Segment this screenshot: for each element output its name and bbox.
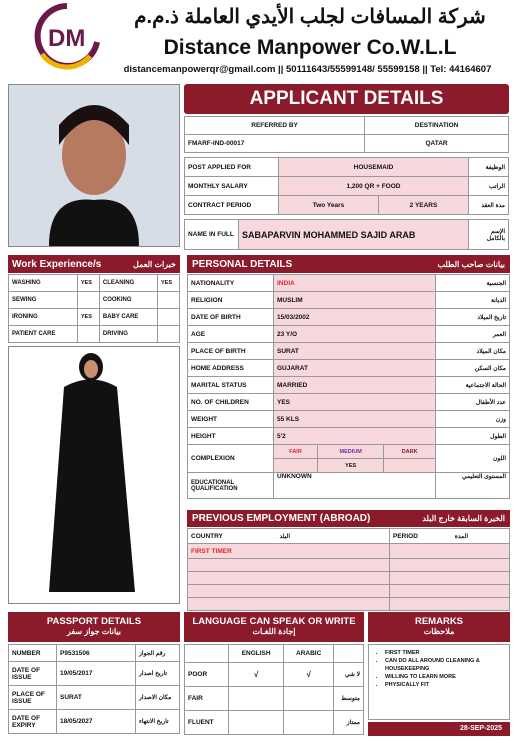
remark-item: • CAN DO ALL AROUND CLEANING & HOUSEKEEPING — [385, 657, 505, 673]
work-skill-value — [158, 326, 180, 343]
country-label: COUNTRY — [191, 532, 223, 540]
personal-row — [188, 377, 510, 394]
passport-label: PLACE OF ISSUE — [9, 686, 57, 710]
english-mark: √ — [229, 663, 284, 687]
contract-label: CONTRACT PERIOD — [185, 196, 279, 215]
work-skill-value: YES — [77, 275, 99, 292]
contact-line: distancemanpowerqr@gmail.com || 50111643/55599148/ 55599158 || Tel: 44164607 — [123, 64, 492, 75]
english-mark — [229, 711, 284, 735]
personal-row — [188, 394, 510, 411]
remarks-box — [368, 644, 510, 720]
passport-label: DATE OF ISSUE — [9, 662, 57, 686]
personal-value: MARRIED — [274, 377, 436, 394]
salary-value: 1,200 QR + FOOD — [279, 177, 469, 196]
period-label: PERIOD — [393, 532, 418, 540]
personal-label: HEIGHT — [188, 428, 274, 445]
passport-row — [9, 710, 180, 734]
work-skill-value: YES — [158, 275, 180, 292]
complexion-dark: DARK — [384, 445, 436, 459]
personal-ar: الحالة الاجتماعية — [436, 377, 510, 394]
contract-ar: مدة العقد — [469, 196, 509, 215]
complexion-label: COMPLEXION — [188, 445, 274, 473]
arabic-label: ARABIC — [284, 645, 334, 663]
language-table — [184, 644, 364, 735]
remarks-date: 28-SEP-2025 — [368, 722, 510, 736]
company-english-name: Distance Manpower Co.W.L.L — [163, 36, 457, 59]
referred-value: FMARF-IND-00017 — [185, 135, 365, 153]
education-value: UNKNOWN — [274, 473, 436, 499]
passport-value: 19/05/2017 — [57, 662, 136, 686]
personal-label: NO. OF CHILDREN — [188, 394, 274, 411]
personal-label: AGE — [188, 326, 274, 343]
work-skill: BABY CARE — [99, 309, 157, 326]
work-skill-value — [77, 326, 99, 343]
company-arabic-name: شركة المسافات لجلب الأيدي العاملة ذ.م.م — [134, 6, 486, 28]
post-label: POST APPLIED FOR — [185, 158, 279, 177]
personal-value: INDIA — [274, 275, 436, 292]
complexion-fair-check — [274, 459, 318, 473]
personal-value: MUSLIM — [274, 292, 436, 309]
work-skill: WASHING — [9, 275, 78, 292]
language-row — [185, 663, 364, 687]
period-ar: المدة — [454, 533, 468, 540]
applicant-full-photo — [8, 346, 180, 604]
work-skill: COOKING — [99, 292, 157, 309]
personal-label: DATE OF BIRTH — [188, 309, 274, 326]
personal-label: HOME ADDRESS — [188, 360, 274, 377]
personal-row — [188, 360, 510, 377]
education-label: EDUCATIONAL QUALIFICATION — [188, 473, 274, 499]
post-ar: الوظيفة — [469, 158, 509, 177]
passport-label: DATE OF EXPIRY — [9, 710, 57, 734]
post-value: HOUSEMAID — [279, 158, 469, 177]
complexion-medium-check: YES — [318, 459, 384, 473]
english-label: ENGLISH — [229, 645, 284, 663]
work-experience-header: Work Experience/s خبرات العمل — [8, 255, 180, 273]
salary-label: MONTHLY SALARY — [185, 177, 279, 196]
passport-ar: مكان الاصدار — [136, 686, 180, 710]
salary-ar: الراتب — [469, 177, 509, 196]
language-row — [185, 687, 364, 711]
company-logo — [30, 2, 104, 70]
personal-label: RELIGION — [188, 292, 274, 309]
personal-details-header: PERSONAL DETAILS بيانات صاحب الطلب — [187, 255, 510, 273]
remarks-header: REMARKS ملاحظات — [368, 612, 510, 642]
work-skill-value — [158, 292, 180, 309]
applicant-face-photo — [8, 84, 180, 247]
complexion-dark-check — [384, 459, 436, 473]
applicant-details-title: APPLICANT DETAILS — [184, 84, 509, 114]
complexion-fair: FAIR — [274, 445, 318, 459]
passport-ar: رقم الجواز — [136, 645, 180, 662]
passport-ar: تاريخ اصدار — [136, 662, 180, 686]
previous-employment-table — [187, 528, 510, 611]
passport-value: SURAT — [57, 686, 136, 710]
personal-value: 23 Y/O — [274, 326, 436, 343]
personal-row — [188, 275, 510, 292]
personal-ar: العمر — [436, 326, 510, 343]
personal-ar: الديانة — [436, 292, 510, 309]
language-level: FAIR — [185, 687, 229, 711]
work-skill: PATIENT CARE — [9, 326, 78, 343]
personal-value: 15/03/2002 — [274, 309, 436, 326]
name-value: SABAPARVIN MOHAMMED SAJID ARAB — [239, 220, 469, 250]
passport-label: NUMBER — [9, 645, 57, 662]
contract-value-1: Two Years — [279, 196, 379, 215]
education-ar: المستوى التعليمي — [436, 473, 510, 499]
language-level-ar: لا شي — [334, 663, 364, 687]
passport-row — [9, 686, 180, 710]
language-level: FLUENT — [185, 711, 229, 735]
name-label: NAME IN FULL — [185, 220, 239, 250]
work-skill: CLEANING — [99, 275, 157, 292]
passport-row — [9, 662, 180, 686]
personal-row — [188, 428, 510, 445]
arabic-mark — [284, 687, 334, 711]
work-row — [9, 326, 180, 343]
education-row — [188, 473, 510, 499]
complexion-ar: اللون — [436, 445, 510, 473]
personal-row — [188, 292, 510, 309]
previous-employment-header: PREVIOUS EMPLOYMENT (ABROAD) الخبرة السابقة خارج البلد — [187, 510, 510, 527]
language-row — [185, 711, 364, 735]
complexion-row — [188, 445, 510, 459]
work-row — [9, 292, 180, 309]
work-skill: IRONING — [9, 309, 78, 326]
personal-ar: مكان الميلاد — [436, 343, 510, 360]
personal-ar: عدد الأطفال — [436, 394, 510, 411]
passport-row — [9, 645, 180, 662]
country-ar: البلد — [279, 533, 291, 540]
personal-row — [188, 343, 510, 360]
personal-value: 5'2 — [274, 428, 436, 445]
passport-ar: تاريخ الانتهاء — [136, 710, 180, 734]
work-row — [9, 275, 180, 292]
language-level-ar: ممتاز — [334, 711, 364, 735]
arabic-mark: √ — [284, 663, 334, 687]
remark-item: • PHYSICALLY FIT — [385, 681, 505, 689]
destination-label: DESTINATION — [365, 117, 509, 135]
personal-label: NATIONALITY — [188, 275, 274, 292]
applicant-info-table — [184, 116, 509, 250]
personal-row — [188, 411, 510, 428]
personal-ar: وزن — [436, 411, 510, 428]
work-skill-value — [77, 292, 99, 309]
personal-value: 55 KLS — [274, 411, 436, 428]
personal-details-table — [187, 274, 510, 499]
work-skill: SEWING — [9, 292, 78, 309]
personal-value: YES — [274, 394, 436, 411]
remark-item: • FIRST TIMER — [385, 649, 505, 657]
personal-value: GUJARAT — [274, 360, 436, 377]
personal-ar: تاريخ الميلاد — [436, 309, 510, 326]
work-skill-value — [158, 309, 180, 326]
arabic-mark — [284, 711, 334, 735]
destination-value: QATAR — [365, 135, 509, 153]
work-experience-table — [8, 274, 180, 343]
logo-text: DM — [48, 25, 86, 52]
work-row — [9, 309, 180, 326]
work-skill: DRIVING — [99, 326, 157, 343]
referred-label: REFERRED BY — [185, 117, 365, 135]
personal-ar: الجنسية — [436, 275, 510, 292]
language-level: POOR — [185, 663, 229, 687]
personal-label: WEIGHT — [188, 411, 274, 428]
first-timer: FIRST TIMER — [188, 544, 390, 559]
passport-header: PASSPORT DETAILS بيانات جواز سفر — [8, 612, 180, 642]
work-skill-value: YES — [77, 309, 99, 326]
language-header: LANGUAGE CAN SPEAK OR WRITE إجادة اللغـات — [184, 612, 364, 642]
personal-label: MARITAL STATUS — [188, 377, 274, 394]
passport-value: 18/05/2027 — [57, 710, 136, 734]
passport-table — [8, 644, 180, 734]
complexion-medium: MEDIUM — [318, 445, 384, 459]
contract-value-2: 2 YEARS — [379, 196, 469, 215]
personal-label: PLACE OF BIRTH — [188, 343, 274, 360]
name-ar: الإسم بالكامل — [469, 220, 509, 250]
personal-row — [188, 309, 510, 326]
english-mark — [229, 687, 284, 711]
language-level-ar: متوسط — [334, 687, 364, 711]
remark-item: • WILLING TO LEARN MORE — [385, 673, 505, 681]
passport-value: P9531506 — [57, 645, 136, 662]
personal-ar: مكان السكن — [436, 360, 510, 377]
personal-ar: الطول — [436, 428, 510, 445]
personal-value: SURAT — [274, 343, 436, 360]
personal-row — [188, 326, 510, 343]
